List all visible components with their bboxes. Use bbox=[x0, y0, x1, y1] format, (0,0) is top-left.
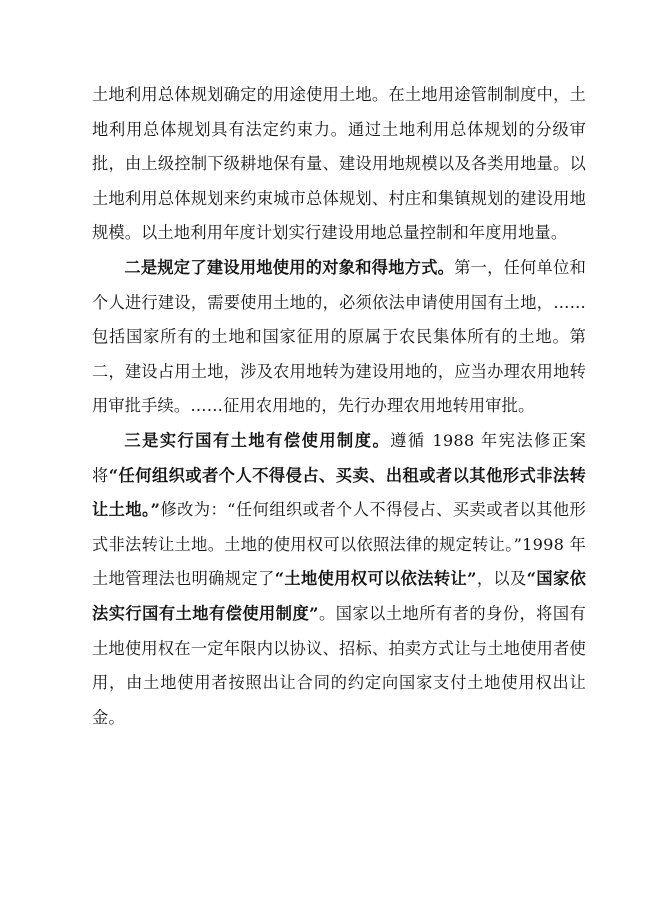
emphasis-text: 二是规定了建设用地使用的对象和得地方式。 bbox=[124, 257, 455, 277]
body-text: 土地利用总体规划确定的用途使用土地。在土地用途管制制度中，土地利用总体规划具有法定约束力。通过土地利用总体规划的分级审批，由上级控制下级耕地保有量、建设用地规模以及各类用地量。以土地利用总体规划来约束城市总体规划、村庄和集镇规划的建设用地规模。以土地利用年度计划实行建设用地总量控制和年度用地量。 bbox=[92, 85, 586, 243]
emphasis-text: 三是实行国有土地有偿使用制度。 bbox=[124, 430, 391, 450]
document-body bbox=[92, 78, 586, 735]
emphasis-text: “国家依法实行国有土地有偿使用制度” bbox=[92, 569, 586, 623]
body-text: 第一，任何单位和个人进行建设，需要使用土地的，必须依法申请使用国有土地，……包括国家所有的土地和国家征用的原属于农民集体所有的土地。第二，建设占用土地，涉及农用地转为建设用地的，应当办理农用地转用审批手续。……征用农用地的，先行办理农用地转用审批。 bbox=[92, 257, 587, 416]
paragraph bbox=[92, 424, 586, 735]
body-text: 遵循 1988 年宪法修正案将 bbox=[92, 430, 586, 485]
emphasis-text: “任何组织或者个人不得侵占、买卖、出租或者以其他形式非法转让土地。” bbox=[92, 465, 587, 520]
emphasis-text: “土地使用权可以依法转让” bbox=[274, 569, 477, 589]
paragraph bbox=[92, 251, 586, 424]
body-text: 。国家以土地所有者的身份，将国有土地使用权在一定年限内以协议、招标、拍卖方式让与土地使用者使用，由土地使用者按照出让合同的约定向国家支付土地使用权出让金。 bbox=[92, 603, 586, 727]
body-text: 修改为：“任何组织或者个人不得侵占、买卖或者以其他形式非法转让土地。土地的使用权可以依照法律的规定转让。”1998 年土地管理法也明确规定了 bbox=[92, 500, 586, 589]
paragraph bbox=[92, 78, 586, 251]
body-text: ，以及 bbox=[476, 569, 527, 589]
